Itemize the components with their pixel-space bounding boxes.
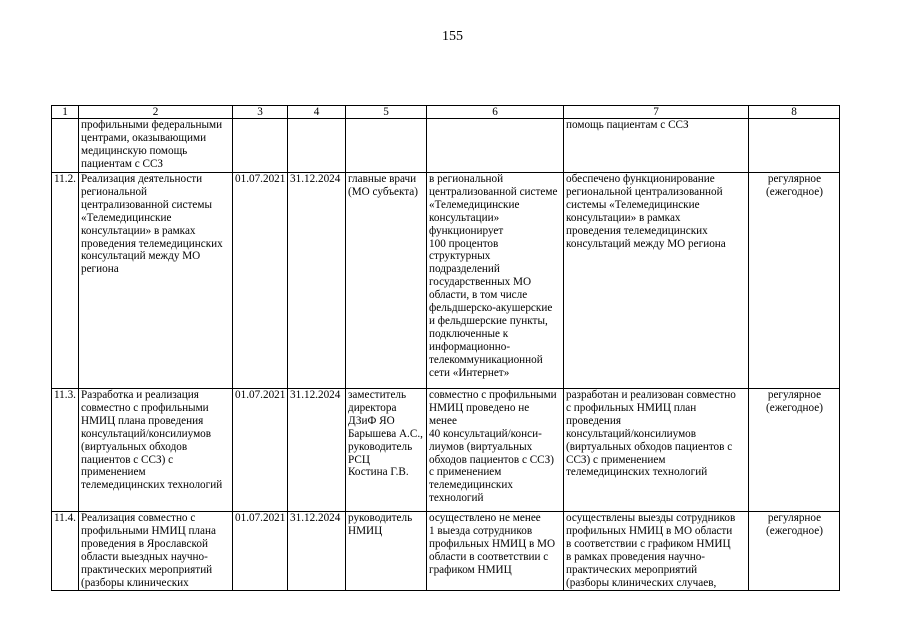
- column-number: 4: [288, 106, 346, 119]
- indicator-cell-line: графиком НМИЦ: [429, 563, 512, 576]
- column-number: 6: [427, 106, 564, 119]
- indicator-cell-line: телемедицинских: [429, 479, 513, 492]
- result-cell-line: в рамках проведения научно-: [566, 550, 706, 563]
- type-cell-line: регулярное: [767, 173, 822, 185]
- responsible-cell-line: Костина Г.В.: [348, 466, 409, 479]
- end-date-cell: 31.12.2024: [288, 512, 346, 591]
- table-row: [52, 512, 840, 591]
- task-name-cell: [79, 173, 233, 389]
- end-date-cell: [288, 119, 346, 173]
- indicator-cell-line: консультации»: [429, 211, 500, 224]
- result-cell-line: системы «Телемедицинские: [566, 198, 700, 211]
- indicator-cell: [427, 389, 564, 512]
- indicator-cell-line: НМИЦ проведено не: [429, 401, 530, 414]
- result-cell-line: профильных НМИЦ в МО области: [566, 524, 733, 537]
- result-cell-line: проведения: [566, 414, 621, 427]
- indicator-cell-line: 1 выезда сотрудников: [429, 524, 533, 537]
- indicator-cell-line: сети «Интернет»: [429, 366, 510, 379]
- start-date-cell: 01.07.2021: [233, 512, 288, 591]
- result-cell-line: (разборы клинических случаев,: [566, 576, 717, 589]
- task-name-cell: [79, 119, 233, 173]
- responsible-cell-line: НМИЦ: [348, 524, 383, 537]
- indicator-cell-line: и фельдшерские пункты,: [429, 314, 548, 327]
- task-name-cell-line: Разработка и реализация: [81, 389, 199, 401]
- task-name-cell-line: применением: [81, 466, 146, 479]
- column-number: 5: [346, 106, 427, 119]
- type-cell: [749, 389, 840, 512]
- result-cell-line: практических мероприятий: [566, 563, 698, 576]
- indicator-cell-line: телекоммуникационной: [429, 353, 543, 366]
- table-row: [52, 173, 840, 389]
- row-number-cell: 11.4.: [52, 512, 79, 591]
- task-name-cell-line: телемедицинских технологий: [81, 479, 223, 492]
- indicator-cell-line: технологий: [429, 492, 484, 505]
- result-cell-line: разработан и реализован совместно: [566, 389, 736, 401]
- row-number-cell: 11.2.: [52, 173, 79, 389]
- table-row: [52, 389, 840, 512]
- task-name-cell-line: консультаций/консилиумов: [81, 427, 212, 440]
- result-cell-line: проведения телемедицинских: [566, 224, 708, 237]
- result-cell-line: осуществлены выезды сотрудников: [566, 512, 736, 524]
- indicator-cell-line: в региональной: [429, 173, 504, 185]
- task-name-cell-line: проведения в Ярославской: [81, 537, 208, 550]
- task-name-cell-line: Реализация совместно с: [81, 512, 196, 524]
- result-cell-line: обеспечено функционирование: [566, 173, 715, 185]
- result-cell-line: с профильных НМИЦ план: [566, 401, 697, 414]
- task-name-cell-line: пациентов с ССЗ) с: [81, 453, 174, 466]
- column-number: 7: [564, 106, 749, 119]
- indicator-cell-line: осуществлено не менее: [429, 512, 541, 524]
- task-name-cell-line: пациентам с ССЗ: [81, 157, 164, 170]
- responsible-cell-line: (МО субъекта): [348, 185, 418, 198]
- result-cell-line: региональной централизованной: [566, 185, 723, 198]
- result-cell-line: ССЗ) с применением: [566, 453, 666, 466]
- start-date-cell: 01.07.2021: [233, 389, 288, 512]
- type-cell: [749, 119, 840, 173]
- type-cell-line: (ежегодное): [766, 401, 823, 414]
- row-number-cell: 11.3.: [52, 389, 79, 512]
- task-name-cell-line: «Телемедицинские: [81, 211, 172, 224]
- indicator-cell-line: структурных: [429, 250, 491, 263]
- indicator-cell-line: подразделений: [429, 263, 500, 276]
- task-name-cell-line: НМИЦ плана проведения: [81, 414, 204, 427]
- indicator-cell-line: централизованной системе: [429, 185, 558, 198]
- task-name-cell-line: проведения телемедицинских: [81, 237, 223, 250]
- task-name-cell-line: централизованной системы: [81, 198, 212, 211]
- type-cell-line: (ежегодное): [766, 524, 823, 537]
- task-name-cell-line: консультации» в рамках: [81, 224, 196, 237]
- type-cell: [749, 173, 840, 389]
- column-number: 2: [79, 106, 233, 119]
- result-cell-line: помощь пациентам с ССЗ: [566, 119, 689, 131]
- row-number-cell: [52, 119, 79, 173]
- indicator-cell-line: обходов пациентов с ССЗ): [429, 453, 554, 466]
- indicator-cell-line: области в соответствии с: [429, 550, 549, 563]
- task-name-cell-line: Реализация деятельности: [81, 173, 203, 185]
- indicator-cell-line: фельдшерско-акушерские: [429, 302, 553, 315]
- task-name-cell: [79, 389, 233, 512]
- task-name-cell-line: консультаций между МО: [81, 250, 201, 263]
- result-cell-line: консультаций/консилиумов: [566, 427, 697, 440]
- responsible-cell-line: руководитель: [348, 440, 413, 453]
- task-name-cell-line: практических мероприятий: [81, 563, 213, 576]
- responsible-cell: [346, 389, 427, 512]
- page-number: 155: [442, 29, 463, 44]
- start-date-cell: [233, 119, 288, 173]
- result-cell-line: телемедицинских технологий: [566, 466, 708, 479]
- column-number-row: [52, 106, 840, 119]
- result-cell: [564, 389, 749, 512]
- type-cell-line: (ежегодное): [766, 185, 823, 198]
- indicator-cell: [427, 119, 564, 173]
- responsible-cell-line: руководитель: [348, 512, 413, 524]
- responsible-cell-line: РСЦ: [348, 453, 370, 466]
- type-cell: [749, 512, 840, 591]
- responsible-cell-line: заместитель: [348, 389, 407, 401]
- indicator-cell-line: государственных МО: [429, 276, 532, 289]
- task-name-cell-line: региона: [81, 263, 119, 276]
- responsible-cell-line: директора: [348, 401, 397, 414]
- responsible-cell-line: Барышева А.С.,: [348, 427, 423, 440]
- responsible-cell: [346, 173, 427, 389]
- indicator-cell-line: менее: [429, 414, 457, 427]
- responsible-cell: [346, 512, 427, 591]
- indicator-cell: [427, 173, 564, 389]
- task-name-cell-line: профильными НМИЦ плана: [81, 524, 216, 537]
- table-row: [52, 119, 840, 173]
- indicator-cell-line: лиумов (виртуальных: [429, 440, 533, 453]
- task-name-cell-line: медицинскую помощь: [81, 144, 188, 157]
- indicator-cell-line: области, в том числе: [429, 289, 528, 302]
- responsible-cell-line: ДЗиФ ЯО: [348, 414, 395, 427]
- indicator-cell-line: 100 процентов: [429, 237, 499, 250]
- indicator-cell-line: профильных НМИЦ в МО: [429, 537, 556, 550]
- task-name-cell-line: области выездных научно-: [81, 550, 208, 563]
- result-cell-line: консультаций между МО региона: [566, 237, 726, 250]
- start-date-cell: 01.07.2021: [233, 173, 288, 389]
- indicator-cell-line: совместно с профильными: [429, 389, 557, 401]
- plan-table: [51, 105, 840, 591]
- type-cell-line: регулярное: [767, 512, 822, 524]
- result-cell: [564, 173, 749, 389]
- task-name-cell-line: центрами, оказывающими: [81, 131, 207, 144]
- task-name-cell-line: профильными федеральными: [81, 119, 223, 131]
- end-date-cell: 31.12.2024: [288, 389, 346, 512]
- indicator-cell-line: «Телемедицинские: [429, 198, 520, 211]
- column-number: 1: [52, 106, 79, 119]
- task-name-cell-line: региональной: [81, 185, 148, 198]
- end-date-cell: 31.12.2024: [288, 173, 346, 389]
- indicator-cell-line: подключенные к: [429, 327, 509, 340]
- task-name-cell-line: (виртуальных обходов: [81, 440, 188, 453]
- task-name-cell-line: совместно с профильными: [81, 401, 209, 414]
- result-cell-line: (виртуальных обходов пациентов с: [566, 440, 733, 453]
- result-cell: [564, 512, 749, 591]
- indicator-cell-line: с применением: [429, 466, 502, 479]
- result-cell: [564, 119, 749, 173]
- task-name-cell: [79, 512, 233, 591]
- responsible-cell: [346, 119, 427, 173]
- column-number: 3: [233, 106, 288, 119]
- indicator-cell-line: 40 консультаций/конси-: [429, 427, 542, 440]
- task-name-cell-line: (разборы клинических: [81, 576, 189, 589]
- indicator-cell-line: информационно-: [429, 340, 511, 353]
- result-cell-line: в соответствии с графиком НМИЦ: [566, 537, 731, 550]
- indicator-cell: [427, 512, 564, 591]
- result-cell-line: консультации» в рамках: [566, 211, 681, 224]
- column-number: 8: [749, 106, 840, 119]
- indicator-cell-line: функционирует: [429, 224, 504, 237]
- responsible-cell-line: главные врачи: [348, 173, 417, 185]
- type-cell-line: регулярное: [767, 389, 822, 401]
